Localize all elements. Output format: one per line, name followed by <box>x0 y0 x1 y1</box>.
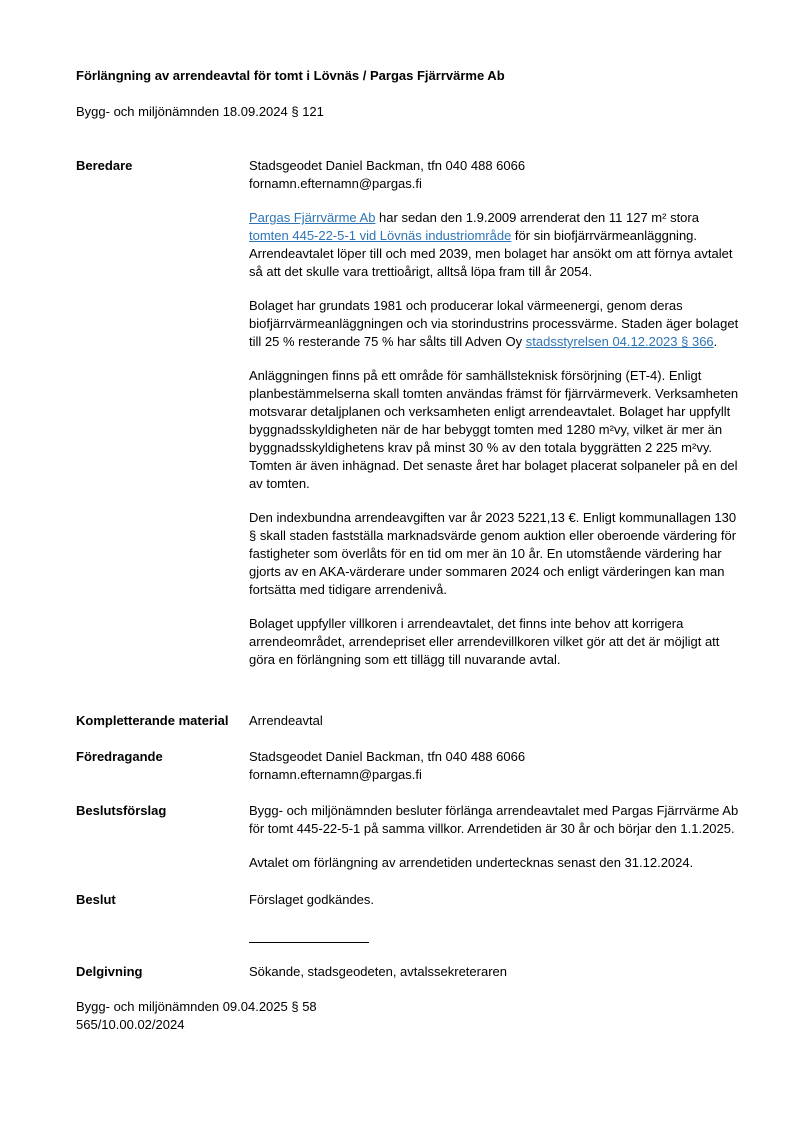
p2-text: Bolaget har grundats 1981 och producerar lokal värmeenergi, genom deras biofjärrvärmeanläggningen och via storindustrins processvärme. Staden äger bolaget till 25 % resterande 75 % har sålts till Adven Oy <box>249 298 739 349</box>
link-tomten[interactable]: tomten 445-22-5-1 vid Lövnäs industriområde <box>249 228 512 243</box>
footer-case-number: 565/10.00.02/2024 <box>76 1017 185 1032</box>
link-pargas-fjarrvarme[interactable]: Pargas Fjärrvärme Ab <box>249 210 376 225</box>
label-beslutsforslag: Beslutsförslag <box>76 803 167 818</box>
label-beslut: Beslut <box>76 892 116 907</box>
p2-end: . <box>713 334 718 349</box>
beslutsforslag-paragraph-1: Bygg- och miljönämnden besluter förlänga arrendeavtalet med Pargas Fjärrvärme Ab för tomt 445-22-5-1 på samma villkor. Arrendetiden är 30 år och börjar den 1.1.2025. <box>249 803 739 836</box>
p1-text-a: har sedan den 1.9.2009 arrenderat den 11 127 m² stora <box>375 210 699 225</box>
beredare-contact-name: Stadsgeodet Daniel Backman, tfn 040 488 6066 <box>249 158 526 173</box>
foredragande-contact-name: Stadsgeodet Daniel Backman, tfn 040 488 6066 <box>249 749 526 764</box>
beredare-paragraph-2 <box>249 297 739 351</box>
signature-line <box>249 942 369 943</box>
beslutsforslag-content <box>249 802 739 872</box>
foredragande-content <box>249 748 739 784</box>
foredragande-contact-email: fornamn.efternamn@pargas.fi <box>249 767 422 782</box>
label-kompletterande: Kompletterande material <box>76 713 229 728</box>
beredare-content <box>249 157 739 685</box>
beslut-value: Förslaget godkändes. <box>249 892 375 907</box>
meeting-reference: Bygg- och miljönämnden 18.09.2024 § 121 <box>76 104 324 119</box>
kompletterande-value: Arrendeavtal <box>249 713 323 728</box>
footer-meeting-reference: Bygg- och miljönämnden 09.04.2025 § 58 <box>76 999 317 1014</box>
delgivning-value: Sökande, stadsgeodeten, avtalssekreteraren <box>249 964 508 979</box>
footer <box>76 998 317 1034</box>
beredare-paragraph-5: Bolaget uppfyller villkoren i arrendeavtalet, det finns inte behov att korrigera arrendeområdet, arrendepriset eller arrendevillkoren vilket gör att det är möjligt att göra en förlängning som ett tillägg till nuvarande avtal. <box>249 616 720 667</box>
p1-text-b: för sin biofjärrvärmeanläggning. Arrendeavtalet löper till och med 2039, men bolaget har ansökt om att förnya avtalet så att det skulle vara trettioårigt, alltså löpa fram till år 2054. <box>249 228 733 279</box>
beredare-contact-email: fornamn.efternamn@pargas.fi <box>249 176 422 191</box>
label-foredragande: Föredragande <box>76 749 163 764</box>
beslutsforslag-paragraph-2: Avtalet om förlängning av arrendetiden undertecknas senast den 31.12.2024. <box>249 855 694 870</box>
document-title: Förlängning av arrendeavtal för tomt i Lövnäs / Pargas Fjärrvärme Ab <box>76 68 505 83</box>
label-delgivning: Delgivning <box>76 964 143 979</box>
beredare-paragraph-4: Den indexbundna arrendeavgiften var år 2023 5221,13 €. Enligt kommunallagen 130 § skall staden fastställa marknadsvärde genom auktion eller oberoende värdering för fastigheter som överlåts för en tid om mer än 10 år. En utomstående värdering har gjorts av en AKA-värderare under sommaren 2024 och enligt värderingen kan man fortsätta med tidigare arrendenivå. <box>249 510 737 597</box>
beredare-paragraph-1 <box>249 209 739 281</box>
link-stadsstyrelsen[interactable]: stadsstyrelsen 04.12.2023 § 366 <box>525 334 714 349</box>
label-beredare: Beredare <box>76 158 133 173</box>
beredare-paragraph-3: Anläggningen finns på ett område för samhällsteknisk försörjning (ET-4). Enligt planbestämmelserna skall tomten användas främst för fjärrvärmeverk. Verksamheten motsvarar detaljplanen och verksamheten enligt arrendeavtalet. Bolaget har uppfyllt byggnadsskyldigheten när de har bebyggt tomten med 1280 m²vy, vilket är mer än byggnadsskyldighetens krav på minst 30 % av den totala byggrätten 2 225 m²vy. Tomten är även inhägnad. Det senaste året har bolaget placerat solpaneler på en del av tomten. <box>249 368 739 491</box>
